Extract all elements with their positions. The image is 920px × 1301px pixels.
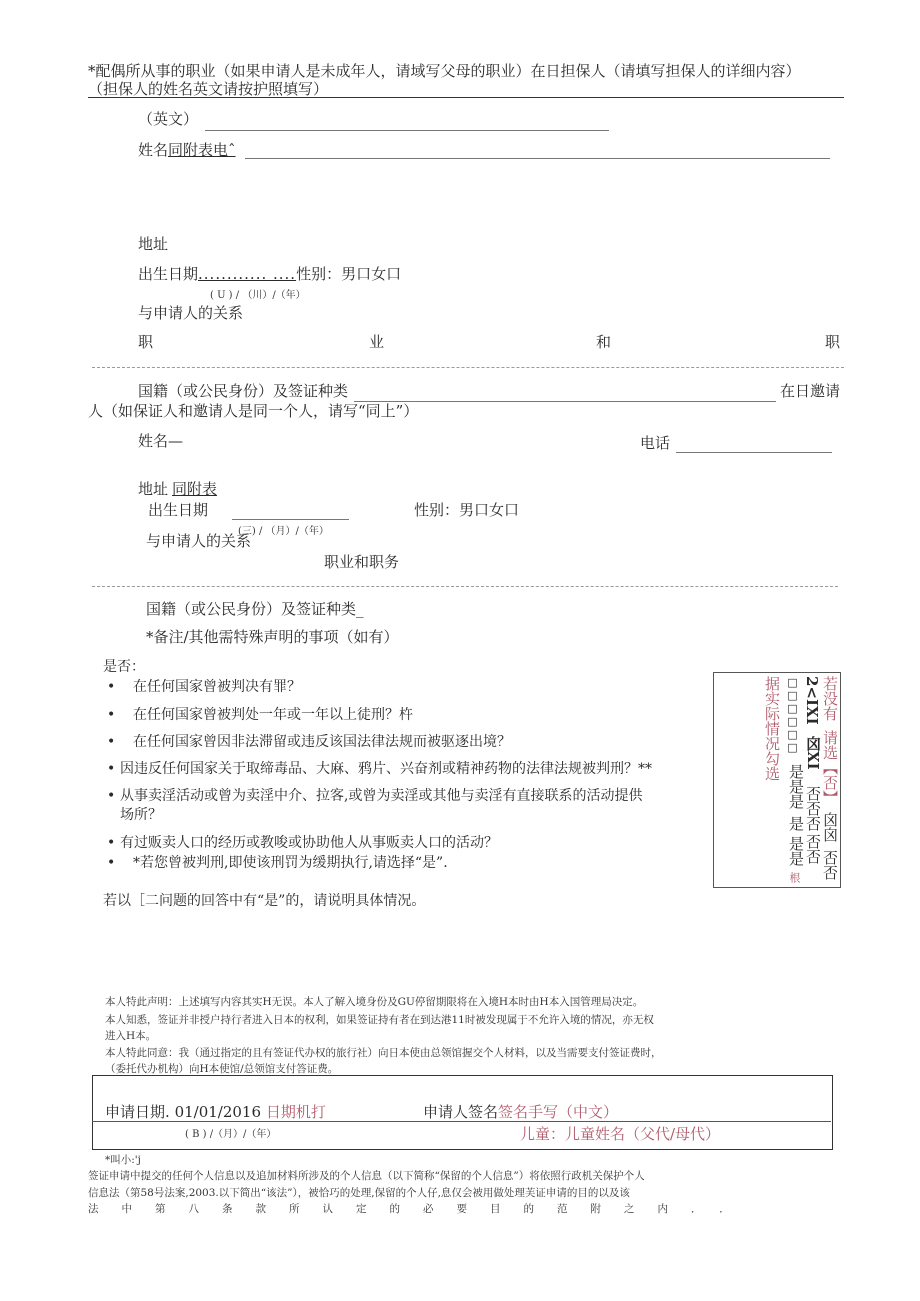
header-rule (88, 97, 844, 98)
inviter-date-format: (三) / （月）/（年） (238, 526, 329, 537)
answer-col-11[interactable]: 是是 (787, 836, 805, 866)
answer-col-10[interactable]: 是 (787, 816, 805, 831)
answer-hint-fact: 据实际情况勾选 (763, 676, 781, 781)
questions-followup: 若以［二问题的回答中有“是”的，请说明具体情况。 (103, 893, 426, 909)
guarantor-gender[interactable]: 性别：男口女口 (296, 265, 402, 283)
signature-child-note: 儿童：儿童姓名（父代/母代） (520, 1125, 721, 1143)
guarantor-name-value: 同附表电ˆ (168, 141, 236, 159)
signature-date-format: ( B ) /（月）/（年） (185, 1129, 277, 1140)
signature-date-row (105, 1101, 326, 1122)
inviter-gender[interactable]: 性别：男口女口 (414, 501, 520, 519)
guarantor-birth-row (138, 263, 401, 284)
remarks-label: *备注/其他需特殊声明的事项（如有） (146, 628, 399, 646)
answer-col-9[interactable]: 是是是 (787, 764, 805, 809)
signature-applicant-label: 申请人签名 (423, 1103, 499, 1121)
footer-note: *叫小:'j (105, 1154, 141, 1166)
guarantor-name-label: 姓名 (138, 141, 169, 159)
signature-date-value[interactable]: 01/01/2016 (174, 1103, 262, 1121)
guarantor-divider (92, 367, 844, 368)
guarantor-birth-label: 出生日期 (138, 265, 199, 283)
question-bullet: • (107, 788, 116, 804)
answer-col-3: 囟XI (804, 736, 822, 770)
guarantor-relation-label: 与申请人的关系 (138, 304, 244, 322)
footer-line-2: 信息法（第58号法案,2003.以下简出“该法”），被恰巧的处理,保留的个人仔,息仅会被用做处理芙证申请的目的以及该 (88, 1187, 630, 1199)
guarantor-occupation-c2: 业 (369, 333, 385, 351)
declaration-p2a: 本人知悉，签证并非授户持行者进入日本的权利，如果签证持有者在到达港11时被发现属于不允许入境的情况，亦无权 (105, 1014, 654, 1026)
footer-line-1: 签证申请中提交的任何个人信息以及追加材料所涉及的个人信息（以下简称“保留的个人信息”）将依照行政机关保护个人 (88, 1170, 645, 1182)
guarantor-english-label: （英文） (138, 110, 199, 128)
question-5: • 从事卖淫活动或曾为卖淫中介、拉客,或曾为卖淫或其他与卖淫有直接联系的活动提供 (107, 788, 643, 804)
inviter-birth-field[interactable] (232, 501, 349, 520)
guarantor-address-label: 地址 (138, 235, 169, 253)
signature-applicant-row (423, 1101, 618, 1122)
guarantor-occupation-c4: 职 (825, 333, 841, 351)
question-2: • 在任何国家曾被判处一年或一年以上徒刑？杵 (107, 707, 413, 723)
question-bullet: • (107, 707, 116, 723)
inviter-address-row (138, 478, 217, 499)
header-line-2: （担保人的姓名英文请按护照填写） (88, 80, 329, 98)
guarantor-date-format: ( U ) / （川）/（年） (210, 290, 306, 301)
declaration-p3a: 本人特此同意：我（通过指定的且有签证代办权的旅行社）向日本使由总领馆握交个人材料，以及当需要支付签证费时， (105, 1047, 662, 1059)
inviter-name-label: 姓名— (138, 432, 184, 450)
signature-date-label: 申请日期. (105, 1103, 170, 1121)
inviter-phone-field[interactable] (676, 434, 832, 453)
question-note: • *若您曾被判刑,即使该刑罚为缓期执行,请选择“是”. (107, 855, 448, 871)
guarantor-english-field[interactable] (205, 112, 609, 131)
answer-hint-bottom: 请选【否】 (821, 730, 839, 805)
question-bullet: • (107, 761, 116, 777)
inviter-nationality-label: 国籍（或公民身份）及签证种类_ (146, 600, 364, 618)
question-4: • 因违反任何国家关于取缔毒品、大麻、鸦片、兴奋剂或精神药物的法律法规被判刑？** (107, 761, 652, 777)
answer-col-4[interactable]: 否否否 (804, 786, 822, 831)
guarantor-birth-dots[interactable]: ............ .... (198, 265, 297, 283)
guarantor-name-field[interactable] (245, 140, 830, 159)
question-5-cont: 场所？ (120, 807, 162, 823)
question-1: • 在任何国家曾被判决有罪？ (107, 679, 301, 695)
inviter-intro-tail: 在日邀请 (780, 382, 841, 400)
question-bullet: • (107, 835, 116, 851)
questions-header: 是否： (103, 659, 145, 675)
inviter-relation-label: 与申请人的关系 (146, 532, 252, 550)
inviter-address-label: 地址 (138, 480, 169, 498)
guarantor-occupation-c3: 和 (596, 333, 612, 351)
inviter-occupation-label: 职业和职务 (324, 553, 400, 571)
inviter-intro-line2: 人（如保证人和邀请人是同一个人，请写“同上”） (88, 402, 419, 420)
question-bullet: • (107, 734, 116, 750)
declaration-p1: 本人特此声明：上述填写内容其实H无误。本人了解入境身份及GU停留期限将在入境H本时由H本入国管理局决定。 (105, 996, 644, 1008)
answer-col-6[interactable]: 否否 (804, 834, 822, 864)
header-line-1: *配偶所从事的职业（如果申请人是未成年人，请域写父母的职业）在日担保人（请填写担保人的详细内容） (88, 62, 801, 80)
answer-checkboxes[interactable]: □□□□□□ (786, 676, 799, 754)
footer-line-3: 法中第八条款所认定的必要目的范附之内．． (88, 1203, 753, 1215)
question-bullet: • (107, 679, 116, 695)
question-bullet: • (107, 855, 116, 871)
question-3: • 在任何国家曾因非法滞留或违反该国法律法规而被驱逐出境？ (107, 734, 511, 750)
signature-applicant-note[interactable]: 签名手写（中文） (498, 1103, 619, 1121)
guarantor-nationality-label: 国籍（或公民身份）及签证种类 (138, 382, 349, 400)
inviter-address-value: 同附表 (172, 480, 218, 498)
answer-hint-top: 若没有 (821, 676, 839, 721)
declaration-p2b: 进入H本。 (105, 1030, 157, 1042)
signature-date-note: 日期机打 (265, 1103, 326, 1121)
answer-col-5[interactable]: 囟囟 (821, 812, 839, 842)
guarantor-occupation-c1: 职 (138, 333, 154, 351)
answer-col-2: 2<IXI (803, 676, 821, 725)
inviter-phone-label: 电话 (640, 434, 671, 452)
answer-col-7[interactable]: 否否 (821, 850, 839, 880)
declaration-p3b: （委托代办机构）向H本使馆/总领馆支付答证费。 (105, 1063, 339, 1075)
guarantor-name-row (138, 139, 236, 160)
inviter-birth-label: 出生日期 (148, 501, 209, 519)
inviter-divider (92, 586, 838, 587)
answer-hint-cut: 根 (788, 872, 801, 883)
question-6: • 有过贩卖人口的经历或教唆或协助他人从事贩卖人口的活动？ (107, 835, 498, 851)
